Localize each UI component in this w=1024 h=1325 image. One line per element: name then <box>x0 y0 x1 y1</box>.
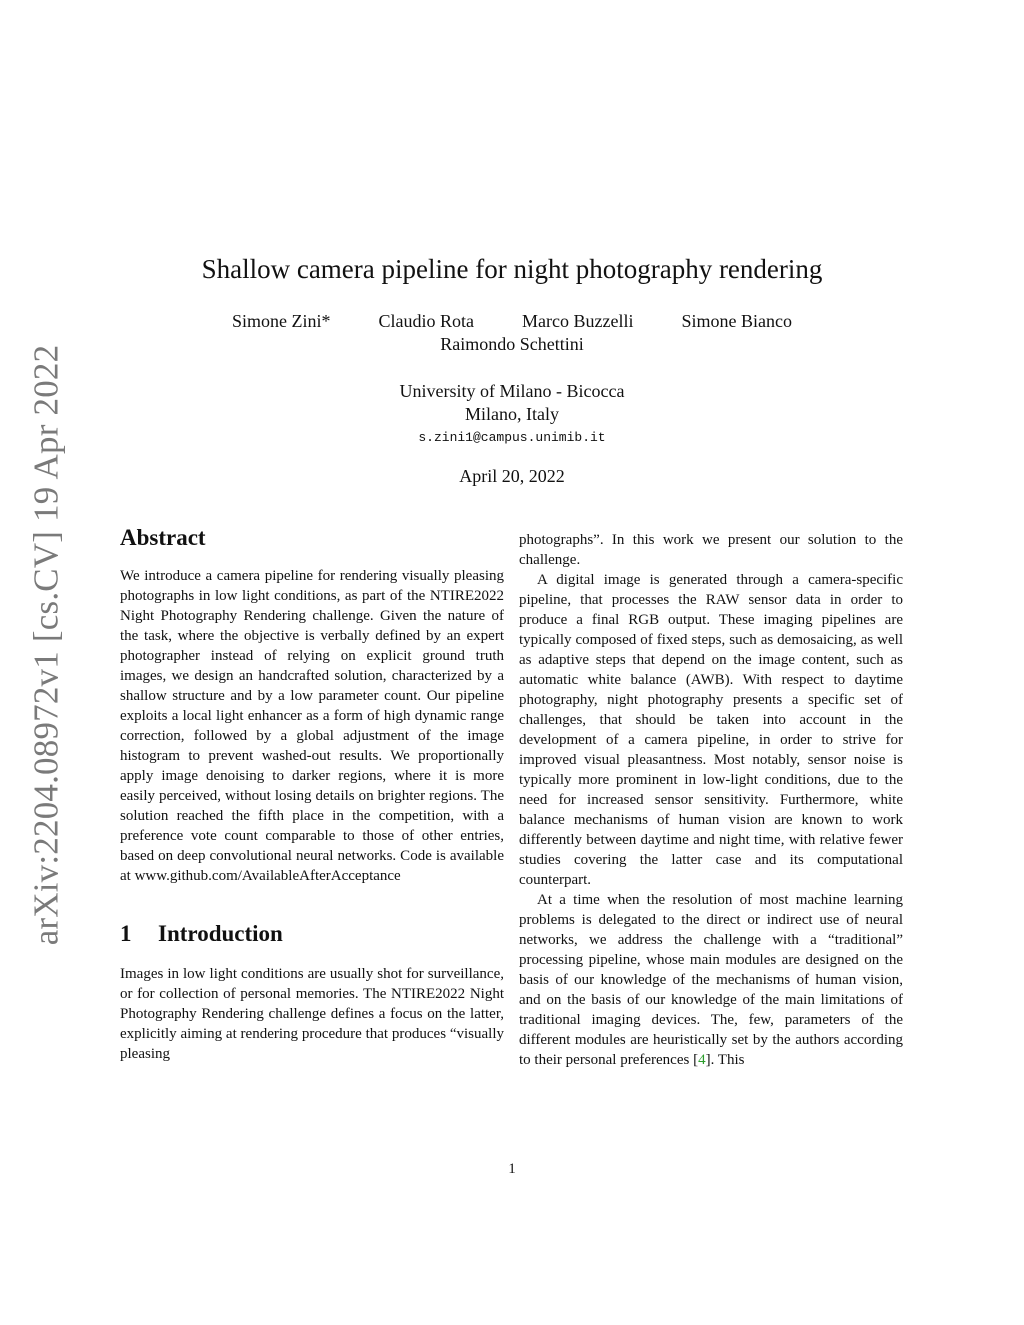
author-list <box>120 310 904 356</box>
author-name: Raimondo Schettini <box>440 334 584 354</box>
author-name: Claudio Rota <box>378 311 475 331</box>
affiliation-block <box>120 380 904 450</box>
author-name: Simone Zini* <box>232 311 331 331</box>
paragraph-text: At a time when the resolution of most machine learning problems is delegated to the direct or indirect use of neural networks, we address the challenge with a “traditional” processing pipeline, whose main modules are designed on the basis of our knowledge of the mechanisms of human vision, and on the basis of our knowledge of the main limitations of traditional imaging devices. The, few, parameters of the different modules are heuristically set by the authors according to their personal preferences [ <box>519 892 903 1068</box>
paragraph-text: ]. This <box>705 1052 745 1068</box>
introduction-paragraph-2: A digital image is generated through a camera-specific pipeline, that processes the RAW sensor data in order to produce a final RGB output. These imaging pipelines are typically composed of fixed steps, such as demosaicing, as well as adaptive steps that depend on the image content, such as automatic white balance (AWB). With respect to daytime photography, night photography presents a specific set of challenges, that should be taken into account in the development of a camera pipeline, in order to strive for improved visual pleasantness. Most notably, sensor noise is typically more prominent in low-light conditions, due to the need for increased sensor sensitivity. Furthermore, white balance mechanisms of human vision are known to work differently between daytime and night time, with relative fewer studies covering the latter case and its computational counterpart. <box>519 572 903 888</box>
arxiv-identifier-text: arXiv:2204.08972v1 [cs.CV] 19 Apr 2022 <box>26 344 66 946</box>
introduction-paragraph-3 <box>519 890 903 1070</box>
page-number: 1 <box>508 1161 516 1177</box>
section-heading-introduction <box>120 920 504 948</box>
introduction-paragraph-1-continued: photographs”. In this work we present our solution to the challenge. <box>519 532 903 568</box>
author-email: s.zini1@campus.unimib.it <box>418 430 606 445</box>
section-title: Introduction <box>158 921 283 946</box>
introduction-paragraph-1: Images in low light conditions are usually shot for surveillance, or for collection of personal memories. The NTIRE2022 Night Photography Rendering challenge defines a focus on the latter, explicitly aiming at rendering procedure that produces “visually pleasing <box>120 966 504 1062</box>
right-column <box>519 530 903 1070</box>
abstract-text: We introduce a camera pipeline for rendering visually pleasing photographs in low light conditions, as part of the NTIRE2022 Night Photography Rendering challenge. Given the nature of the task, where the objective is verbally defined by an expert photographer instead of relying on explicit ground truth images, we design an handcrafted solution, characterized by a shallow structure and by a low parameter count. Our pipeline exploits a local light enhancer as a form of high dynamic range correction, followed by a global adjustment of the image histogram to prevent washed-out results. We proportionally apply image denoising to darker regions, where it is more easily perceived, without losing details on brighter regions. The solution reached the fifth place in the competition, with a preference vote count comparable to those of other entries, based on deep convolutional neural networks. Code is available at www.github.com/AvailableAfterAcceptance <box>120 568 504 884</box>
author-name: Simone Bianco <box>681 311 792 331</box>
affiliation: University of Milano - Bicocca <box>399 381 625 401</box>
publication-date: April 20, 2022 <box>459 466 565 486</box>
paper-title: Shallow camera pipeline for night photography rendering <box>201 254 823 284</box>
citation-link[interactable]: 4 <box>698 1052 706 1068</box>
author-name: Marco Buzzelli <box>522 311 634 331</box>
left-column <box>120 524 504 1064</box>
location: Milano, Italy <box>465 404 559 424</box>
arxiv-identifier-stamp <box>16 344 76 946</box>
section-number: 1 <box>120 921 132 946</box>
abstract-heading: Abstract <box>120 525 206 550</box>
